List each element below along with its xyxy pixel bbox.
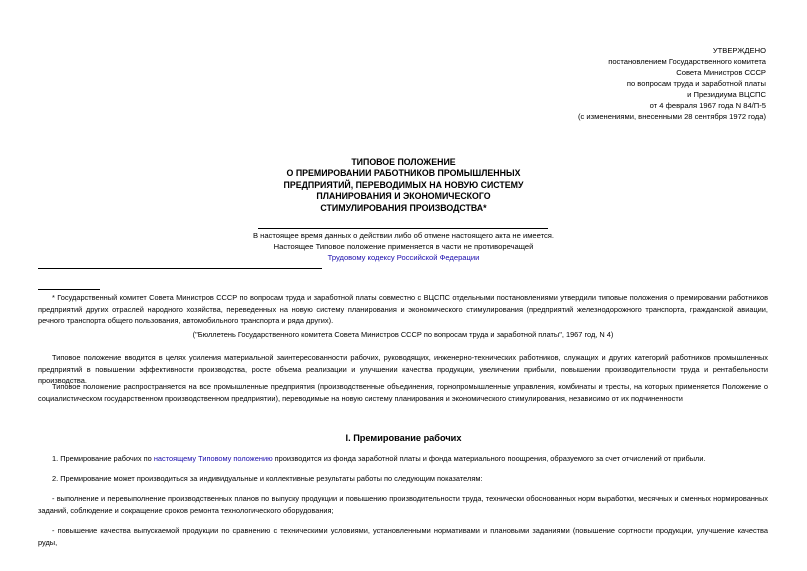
intro-paragraph: Типовое положение вводится в целях усиления материальной заинтересованности рабочих, руководящих, инженерно-технических работников, служащих и других категорий работников промышленных предприятий в повышении эффективности производства, росте объема реализации и улучшении качества продукции, увеличении прибыли, повышении производительности труда и рентабельности производства. <box>38 353 768 385</box>
status-notice <box>0 230 807 263</box>
item-text: 1. Премирование рабочих по <box>52 454 154 463</box>
title-line: ТИПОВОЕ ПОЛОЖЕНИЕ <box>351 157 456 167</box>
divider <box>258 228 548 229</box>
approval-line: постановлением Государственного комитета <box>608 57 766 66</box>
document-title <box>0 157 807 214</box>
approval-line: от 4 февраля 1967 года N 84/П-5 <box>649 101 766 110</box>
approval-line: УТВЕРЖДЕНО <box>712 46 766 55</box>
typical-regulation-link[interactable]: настоящему Типовому положению <box>153 454 273 463</box>
title-line: СТИМУЛИРОВАНИЯ ПРОИЗВОДСТВА* <box>320 202 487 213</box>
title-line: ПРЕДПРИЯТИЙ, ПЕРЕВОДИМЫХ НА НОВУЮ СИСТЕМУ <box>283 179 524 190</box>
approval-line: по вопросам труда и заработной платы <box>626 79 766 88</box>
bullet-paragraph: - повышение качества выпускаемой продукции по сравнению с техническими условиями, установленными нормативами и плановыми заданиями (повышение сортности продукции, улучшение качества руды, <box>38 526 768 547</box>
approval-line: Совета Министров СССР <box>676 68 766 77</box>
labor-code-link[interactable]: Трудовому кодексу Российской Федерации <box>327 253 480 262</box>
notice-line: В настоящее время данных о действии либо об отмене настоящего акта не имеется. <box>252 231 555 240</box>
approval-line: и Президиума ВЦСПС <box>687 90 766 99</box>
item-text: производится из фонда заработной платы и фонда материального поощрения, образуемого за счет отчислений от прибыли. <box>272 454 706 463</box>
title-line: О ПРЕМИРОВАНИИ РАБОТНИКОВ ПРОМЫШЛЕННЫХ <box>286 168 521 179</box>
approval-block <box>578 45 766 122</box>
notice-line: Настоящее Типовое положение применяется в части не противоречащей <box>273 242 534 251</box>
item-paragraph: 2. Премирование может производиться за индивидуальные и коллективные результаты работы по следующим показателям: <box>52 474 483 483</box>
footnote-source: ("Бюллетень Государственного комитета Совета Министров СССР по вопросам труда и заработной платы", 1967 год, N 4) <box>192 330 614 339</box>
approval-line: (с изменениями, внесенными 28 сентября 1972 года) <box>577 112 766 121</box>
bullet-paragraph: - выполнение и перевыполнение производственных планов по выпуску продукции и повышению производительности труда, технически обоснованных норм выработки, месячных и сменных нормированных заданий, соблюдение и сокращение сроков ремонта технологического оборудования; <box>38 494 768 515</box>
footnote-separator <box>38 289 100 290</box>
section-heading: I. Премирование рабочих <box>345 433 462 443</box>
intro-paragraph: Типовое положение распространяется на все промышленные предприятия (производственные объединения, горнопромышленные управления, комбинаты и тресты, на которых применяется Положение о социалистическом государственном производственном предприятии), переводимые на новую систему планирования и экономического стимулирования, независимо от их подчиненности <box>38 382 768 403</box>
divider <box>38 268 322 269</box>
item-paragraph <box>38 453 768 465</box>
footnote-text: * Государственный комитет Совета Министров СССР по вопросам труда и заработной платы совместно с ВЦСПС отдельными постановлениями утвердили типовые положения о премировании работников предприятий других отраслей народного хозяйства, переведенных на новую систему планирования и экономического стимулирования (предприятий железнодорожного транспорта, гражданской авиации, речного транспорта общего пользования, автомобильного транспорта и ряда других). <box>38 293 768 325</box>
title-line: ПЛАНИРОВАНИЯ И ЭКОНОМИЧЕСКОГО <box>316 191 491 202</box>
